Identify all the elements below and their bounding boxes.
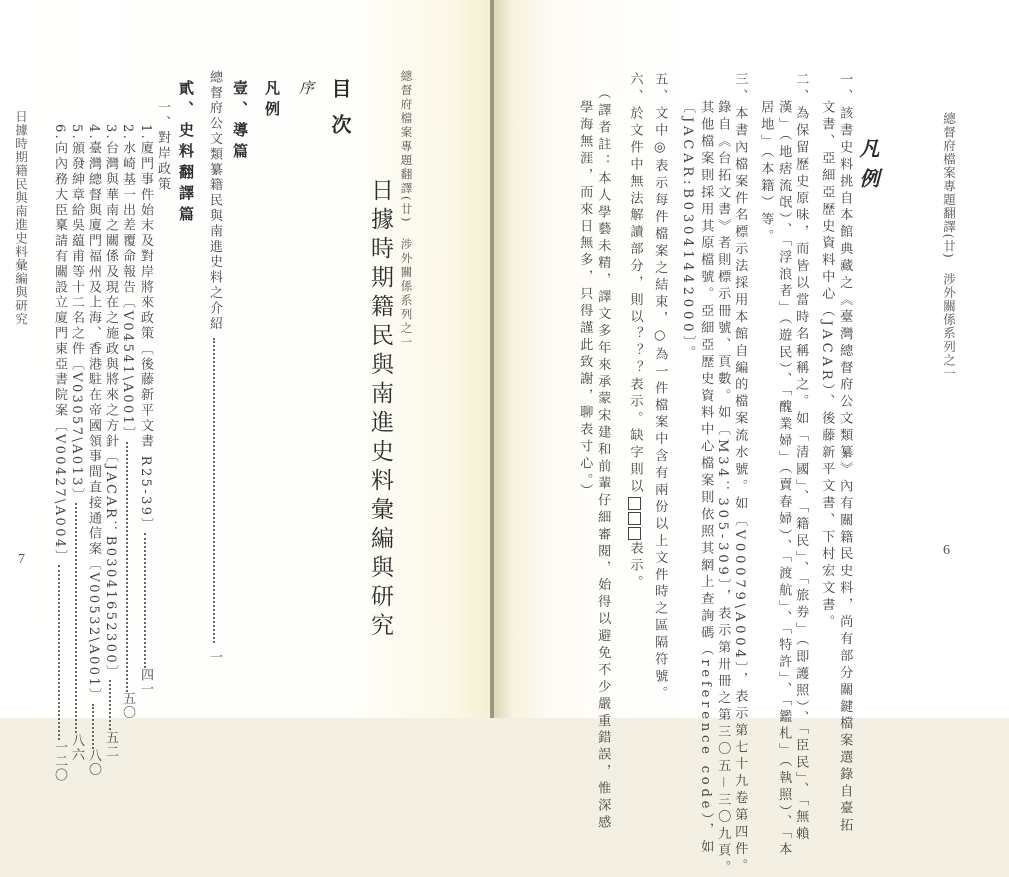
running-head-right: 總督府檔案專題翻譯(廿) 涉外關係系列之一: [941, 112, 957, 381]
toc-subsection[interactable]: 一、對岸政策: [155, 100, 170, 193]
toc-item-num: 3.: [103, 124, 118, 142]
notes-column-4: 漢」（地痞流氓）、「浮浪者」（遊民）、「醜業婦」（賣春婦）、「渡航」、「特許」、「鑑札」（執照）、「本: [776, 100, 792, 859]
notes-column-2: 文書、亞細亞歷史資料中心（JACAR）、後藤新平文書、下村宏文書。: [819, 100, 835, 632]
toc-entry-intro-label: 總督府公文類纂籍民與南進史料之介紹: [207, 70, 222, 332]
toc-item-num: 6.: [52, 124, 67, 142]
leader-dots: [75, 503, 77, 733]
missing-char-box: [628, 512, 641, 525]
toc-page-number: 八〇: [86, 748, 101, 777]
toc-entry-notes[interactable]: 凡例: [263, 80, 281, 122]
book-gutter: [490, 0, 494, 718]
toc-page-number: 五二: [103, 730, 118, 759]
missing-char-box: [628, 527, 641, 540]
leader-dots: [92, 704, 94, 749]
running-head-left: 日據時期籍民與南進史料彙編與研究: [13, 110, 29, 326]
notes-column-11-suffix: 表示。: [627, 540, 643, 592]
toc-item-1[interactable]: [139, 124, 152, 696]
toc-item-2[interactable]: [121, 124, 134, 720]
toc-item-label: 臺灣總督與廈門福州及上海、香港駐在帝國領事間直接通信案〔V00532\A001〕: [86, 141, 101, 704]
toc-item-num: 5.: [69, 124, 84, 142]
notes-column-11-text: 六、於文件中無法解讀部分，則以？？？表示。缺字則以: [627, 72, 643, 496]
book-title: 日據時期籍民與南進史料彙編與研究: [367, 178, 393, 642]
left-page: [0, 0, 492, 782]
notes-column-9: 〔JACAR:B03041442000〕。: [680, 100, 696, 363]
leader-dots: [126, 442, 128, 692]
toc-item-4[interactable]: [87, 124, 100, 777]
notes-column-11: [628, 72, 642, 592]
page-number-right: 6: [943, 543, 950, 558]
toc-item-num: 1.: [138, 124, 153, 142]
notes-column-6: 三、本書內檔案件名標示法採用本館自編的檔案流水號。如〔V00079\A004〕，表示第七十九卷第四件。: [732, 72, 748, 876]
toc-item-5[interactable]: [70, 124, 83, 761]
series-line: 總督府檔案專題翻譯(廿) 涉外關係系列之一: [399, 70, 414, 350]
missing-char-box: [628, 497, 641, 510]
notes-column-5: 居地」（本籍）等。: [758, 100, 774, 246]
toc-item-num: 4.: [86, 124, 101, 142]
leader-dots: [58, 565, 60, 740]
leader-dots: [213, 338, 215, 643]
toc-item-3[interactable]: [104, 124, 117, 758]
toc-item-6[interactable]: [53, 124, 66, 782]
notes-column-7: 錄自《台拓文書》者則標示冊號、頁數。如〔M34：305-309〕，表示第卅冊之第三〇五－三〇九頁。: [715, 100, 731, 877]
notes-column-3: 二、為保留歷史原味，而皆以當時名稱稱之。如「清國」、「籍民」、「旅券」（即護照）、「臣民」、「無賴: [793, 72, 809, 844]
toc-item-label: 頒發紳章給吳藴甫等十二名之件〔V03057\A013〕: [69, 141, 84, 504]
toc-item-label: 廈門事件始末及對岸將來政策〔後藤新平文書 R25-39〕: [138, 141, 153, 533]
toc-entry-intro[interactable]: [208, 70, 221, 664]
notes-column-1: 一、該書史料挑自本館典藏之《臺灣總督府公文類纂》內有關籍民史料，尚有部分關鍵檔案選錄自臺拓: [837, 72, 853, 835]
toc-item-label: 台灣與華南之關係及現在之施政與將來之方針〔JACAR：B03041652300〕: [103, 141, 118, 681]
notes-heading: 凡例: [856, 138, 880, 198]
right-page: [492, 0, 1009, 877]
leader-dots: [144, 533, 146, 668]
toc-page-number: 一: [207, 649, 222, 664]
translator-note-column-2: 學海無涯，而來日無多，只得謹此致謝，聊表寸心。）: [577, 100, 593, 501]
page-number-left: 7: [18, 552, 25, 567]
toc-page-number: 四一: [138, 667, 153, 696]
translator-note-column-1: （譯者註：本人學藝未精，譯文多年來承蒙宋建和前輩仔細審閱，始得以避免不少嚴重錯誤，惟深感: [595, 86, 611, 832]
toc-entry-preface[interactable]: 序: [297, 80, 315, 101]
notes-column-8: 其他檔案則採用其原檔號。亞細亞歷史資料中心檔案則依照其網上查詢碼（reference code），如: [698, 100, 714, 857]
toc-item-num: 2.: [120, 124, 135, 142]
toc-page-number: 五〇: [120, 691, 135, 720]
toc-heading: 目次: [328, 78, 352, 150]
toc-page-number: 八六: [69, 733, 84, 762]
notes-column-10: 五、文中◎表示每件檔案之結束，○為一件檔案中含有兩份以上文件時之區隔符號。: [652, 72, 668, 703]
toc-item-label: 水崎基一出差覆命報告〔V04541\A001〕: [120, 141, 135, 442]
toc-section-2-heading[interactable]: 貳、史料翻譯篇: [177, 80, 195, 227]
toc-item-label: 向內務大臣稟請有關設立廈門東亞書院案〔V00427\A004〕: [52, 141, 67, 565]
toc-entry-intro-section[interactable]: 壹、導篇: [231, 80, 249, 164]
toc-page-number: 一二〇: [52, 739, 67, 782]
leader-dots: [109, 680, 111, 730]
